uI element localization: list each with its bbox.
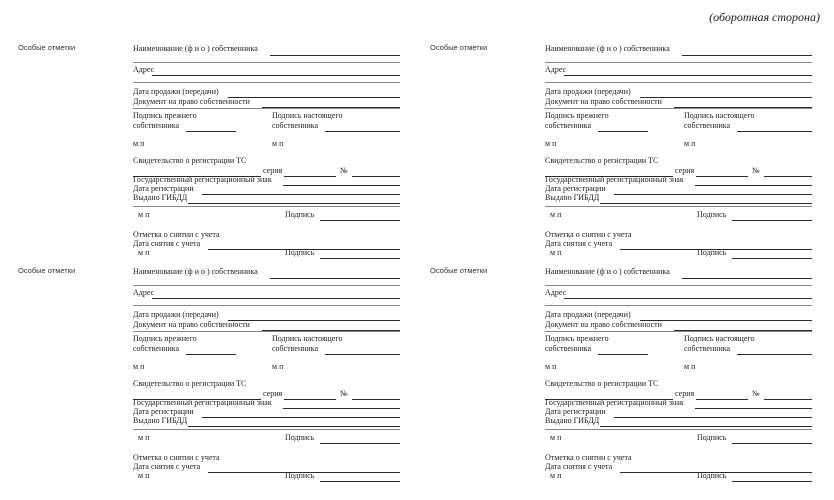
signature-label: Подпись [285,433,315,442]
reverse-side-note: (оборотная сторона) [709,10,820,24]
owner-name-line [682,278,812,279]
owner-name-label: Наименование (ф и о ) собственника [133,267,258,276]
signature-label: Подпись [697,471,727,480]
curr-owner-signature-line [737,131,812,132]
signature-label: Подпись [697,248,727,257]
series-line [284,399,336,400]
sale-date-line [640,320,812,321]
curr-owner-signature-label: Подпись настоящего [684,334,755,343]
deregistration-mark-label: Отметка о снятии с учета [133,230,220,239]
state-plate-line [695,185,812,186]
curr-owner-signature-label-2: собственника [272,121,319,130]
curr-owner-signature-label: Подпись настоящего [684,111,755,120]
series-line [284,176,336,177]
divider-line [133,108,400,109]
owner-name-line-2 [133,62,400,63]
ownership-doc-label: Документ на право собственности [133,97,250,106]
issued-by-line [600,426,812,427]
stamp-label: м п [545,139,557,148]
sale-date-label: Дата продажи (передачи) [133,310,219,319]
prev-owner-signature-label-2: собственника [545,344,592,353]
ownership-doc-label: Документ на право собственности [545,97,662,106]
deregistration-date-label: Дата снятия с учета [545,462,613,471]
divider-line [133,331,400,332]
address-line [152,298,400,299]
curr-owner-signature-label: Подпись настоящего [272,334,343,343]
series-line [696,399,748,400]
owner-name-label: Наименование (ф и о ) собственника [133,44,258,53]
signature-label: Подпись [285,471,315,480]
address-label: Адрес [545,65,567,74]
signature-line [732,481,812,482]
series-label: серия [263,389,283,398]
series-label: серия [675,166,695,175]
registration-block [0,265,417,487]
owner-name-line [270,278,400,279]
signature-line [320,220,400,221]
issued-by-label: Выдано ГИБДД [545,193,600,202]
address-line-2 [545,82,812,83]
stamp-label: м п [550,210,562,219]
stamp-label: м п [684,139,696,148]
address-line [564,75,812,76]
prev-owner-signature-label-2: собственника [133,121,180,130]
reg-date-line [614,194,812,195]
stamp-label: м п [272,362,284,371]
reg-date-line [202,417,400,418]
owner-name-label: Наименование (ф и о ) собственника [545,44,670,53]
number-line [352,176,400,177]
deregistration-date-label: Дата снятия с учета [133,239,201,248]
sale-date-line [228,320,400,321]
owner-name-line-2 [133,285,400,286]
signature-label: Подпись [285,248,315,257]
issued-by-line-2 [545,429,812,430]
prev-owner-signature-line [598,131,648,132]
state-plate-label: Государственный регистрационный знак [545,398,684,407]
side-label: Особые отметки [18,266,76,275]
signature-line [320,258,400,259]
number-label: № [340,389,348,398]
prev-owner-signature-line [186,354,236,355]
divider-line [545,108,812,109]
sale-date-line [640,97,812,98]
signature-label: Подпись [697,210,727,219]
prev-owner-signature-label: Подпись прежнего [545,334,609,343]
address-line-2 [133,305,400,306]
curr-owner-signature-line [737,354,812,355]
state-plate-line [283,185,400,186]
stamp-label: м п [545,362,557,371]
curr-owner-signature-label-2: собственника [272,344,319,353]
sale-date-line [228,97,400,98]
issued-by-line [188,203,400,204]
stamp-label: м п [133,362,145,371]
number-label: № [752,389,760,398]
stamp-label: м п [138,433,150,442]
divider-line [545,331,812,332]
prev-owner-signature-label: Подпись прежнего [133,334,197,343]
signature-label: Подпись [697,433,727,442]
stamp-label: м п [684,362,696,371]
state-plate-label: Государственный регистрационный знак [133,398,272,407]
signature-line [320,443,400,444]
prev-owner-signature-label: Подпись прежнего [133,111,197,120]
issued-by-label: Выдано ГИБДД [545,416,600,425]
stamp-label: м п [138,248,150,257]
registration-block [0,42,417,264]
registration-block [412,265,829,487]
address-label: Адрес [133,65,155,74]
signature-label: Подпись [285,210,315,219]
owner-name-line [682,55,812,56]
curr-owner-signature-line [325,131,400,132]
number-label: № [340,166,348,175]
issued-by-line-2 [545,206,812,207]
deregistration-mark-label: Отметка о снятии с учета [545,230,632,239]
side-label: Особые отметки [430,266,488,275]
sale-date-label: Дата продажи (передачи) [545,87,631,96]
signature-line [320,481,400,482]
registration-block [412,42,829,264]
number-line [352,399,400,400]
ownership-doc-label: Документ на право собственности [133,320,250,329]
signature-line [732,220,812,221]
address-line-2 [545,305,812,306]
series-label: серия [675,389,695,398]
reg-certificate-label: Свидетельство о регистрации ТС [545,379,659,388]
curr-owner-signature-line [325,354,400,355]
state-plate-line [695,408,812,409]
prev-owner-signature-label-2: собственника [133,344,180,353]
signature-line [732,258,812,259]
reg-certificate-label: Свидетельство о регистрации ТС [133,156,247,165]
address-line-2 [133,82,400,83]
owner-name-line-2 [545,285,812,286]
deregistration-date-label: Дата снятия с учета [545,239,613,248]
sale-date-label: Дата продажи (передачи) [545,310,631,319]
deregistration-mark-label: Отметка о снятии с учета [545,453,632,462]
stamp-label: м п [138,471,150,480]
stamp-label: м п [550,471,562,480]
number-line [764,176,812,177]
reg-date-label: Дата регистрации [133,407,194,416]
reg-certificate-label: Свидетельство о регистрации ТС [133,379,247,388]
stamp-label: м п [272,139,284,148]
prev-owner-signature-label: Подпись прежнего [545,111,609,120]
reg-date-label: Дата регистрации [545,184,606,193]
curr-owner-signature-label-2: собственника [684,344,731,353]
prev-owner-signature-label-2: собственника [545,121,592,130]
stamp-label: м п [550,248,562,257]
state-plate-label: Государственный регистрационный знак [545,175,684,184]
reg-date-label: Дата регистрации [133,184,194,193]
issued-by-line [600,203,812,204]
curr-owner-signature-label-2: собственника [684,121,731,130]
series-label: серия [263,166,283,175]
owner-name-line [270,55,400,56]
signature-line [732,443,812,444]
side-label: Особые отметки [18,43,76,52]
state-plate-line [283,408,400,409]
series-line [696,176,748,177]
stamp-label: м п [138,210,150,219]
number-label: № [752,166,760,175]
sale-date-label: Дата продажи (передачи) [133,87,219,96]
owner-name-line-2 [545,62,812,63]
side-label: Особые отметки [430,43,488,52]
address-label: Адрес [545,288,567,297]
issued-by-label: Выдано ГИБДД [133,416,188,425]
stamp-label: м п [133,139,145,148]
issued-by-label: Выдано ГИБДД [133,193,188,202]
address-label: Адрес [133,288,155,297]
ownership-doc-label: Документ на право собственности [545,320,662,329]
reg-certificate-label: Свидетельство о регистрации ТС [545,156,659,165]
address-line [152,75,400,76]
curr-owner-signature-label: Подпись настоящего [272,111,343,120]
state-plate-label: Государственный регистрационный знак [133,175,272,184]
owner-name-label: Наименование (ф и о ) собственника [545,267,670,276]
prev-owner-signature-line [186,131,236,132]
stamp-label: м п [550,433,562,442]
issued-by-line [188,426,400,427]
reg-date-line [614,417,812,418]
issued-by-line-2 [133,429,400,430]
deregistration-mark-label: Отметка о снятии с учета [133,453,220,462]
reg-date-label: Дата регистрации [545,407,606,416]
prev-owner-signature-line [598,354,648,355]
issued-by-line-2 [133,206,400,207]
reg-date-line [202,194,400,195]
deregistration-date-label: Дата снятия с учета [133,462,201,471]
number-line [764,399,812,400]
address-line [564,298,812,299]
